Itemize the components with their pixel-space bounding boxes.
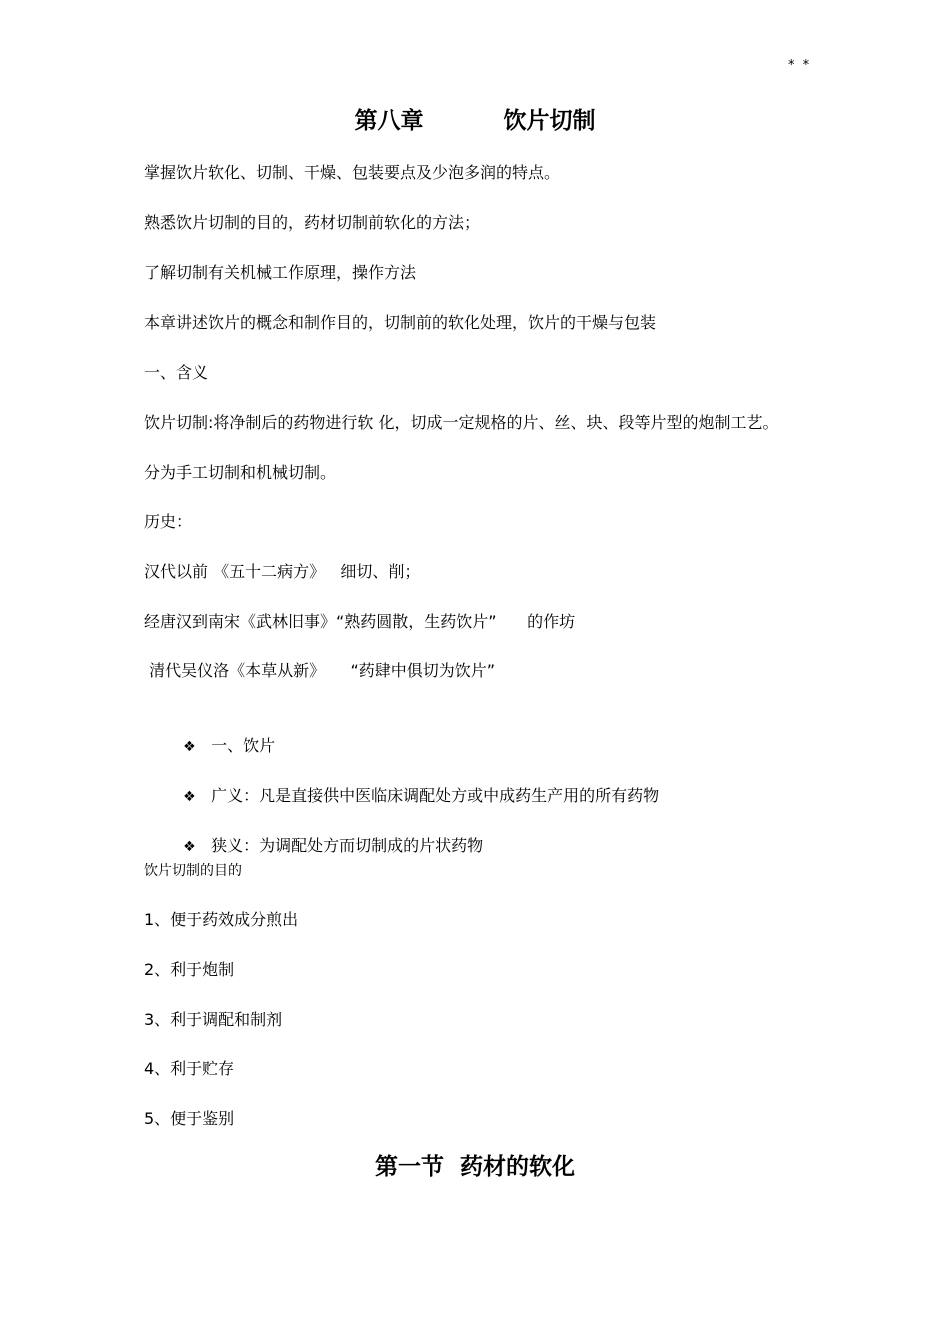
bullet-item [173, 813, 483, 858]
chapter-title: 第八章 饮片切制 [354, 108, 596, 134]
history-line: 经唐汉到南宋《武林旧事》“熟药圆散，生药饮片” 的作坊 [144, 612, 576, 631]
history-line: 清代吴仪洛《本草从新》 “药肆中俱切为饮片” [144, 661, 496, 680]
bullet-text: 广义：凡是直接供中医临床调配处方或中成药生产用的所有药物 [211, 786, 660, 805]
page-header-mark: * * [788, 58, 812, 73]
purpose-item: 5、便于鉴别 [144, 1109, 235, 1128]
diamond-bullet-icon: ❖ [183, 789, 196, 805]
purpose-item: 4、利于贮存 [144, 1059, 235, 1078]
bullet-text: 一、饮片 [211, 736, 276, 755]
section-title: 第一节 药材的软化 [374, 1154, 575, 1180]
diamond-bullet-icon: ❖ [183, 739, 196, 755]
purpose-heading: 饮片切制的目的 [144, 863, 242, 879]
bullet-item [173, 713, 275, 758]
intro-line: 熟悉饮片切制的目的，药材切制前软化的方法； [144, 213, 481, 232]
section-heading-definition: 一、含义 [144, 363, 209, 382]
intro-line: 分为手工切制和机械切制。 [144, 463, 337, 482]
bullet-item [173, 763, 659, 808]
intro-line: 本章讲述饮片的概念和制作目的，切制前的软化处理，饮片的干燥与包装 [144, 313, 657, 332]
history-heading: 历史： [144, 512, 193, 531]
purpose-item: 2、利于炮制 [144, 960, 235, 979]
diamond-bullet-icon: ❖ [183, 839, 196, 855]
bullet-text: 狭义：为调配处方而切制成的片状药物 [211, 836, 484, 855]
intro-line: 了解切制有关机械工作原理，操作方法 [144, 263, 417, 282]
history-line: 汉代以前 《五十二病方》 细切、削； [144, 562, 421, 581]
intro-line: 掌握饮片软化、切制、干燥、包装要点及少泡多润的特点。 [144, 163, 561, 182]
definition-text: 饮片切制:将净制后的药物进行软 化，切成一定规格的片、丝、块、段等片型的炮制工艺。 [144, 413, 779, 432]
purpose-item: 1、便于药效成分煎出 [144, 910, 299, 929]
purpose-item: 3、利于调配和制剂 [144, 1010, 283, 1029]
